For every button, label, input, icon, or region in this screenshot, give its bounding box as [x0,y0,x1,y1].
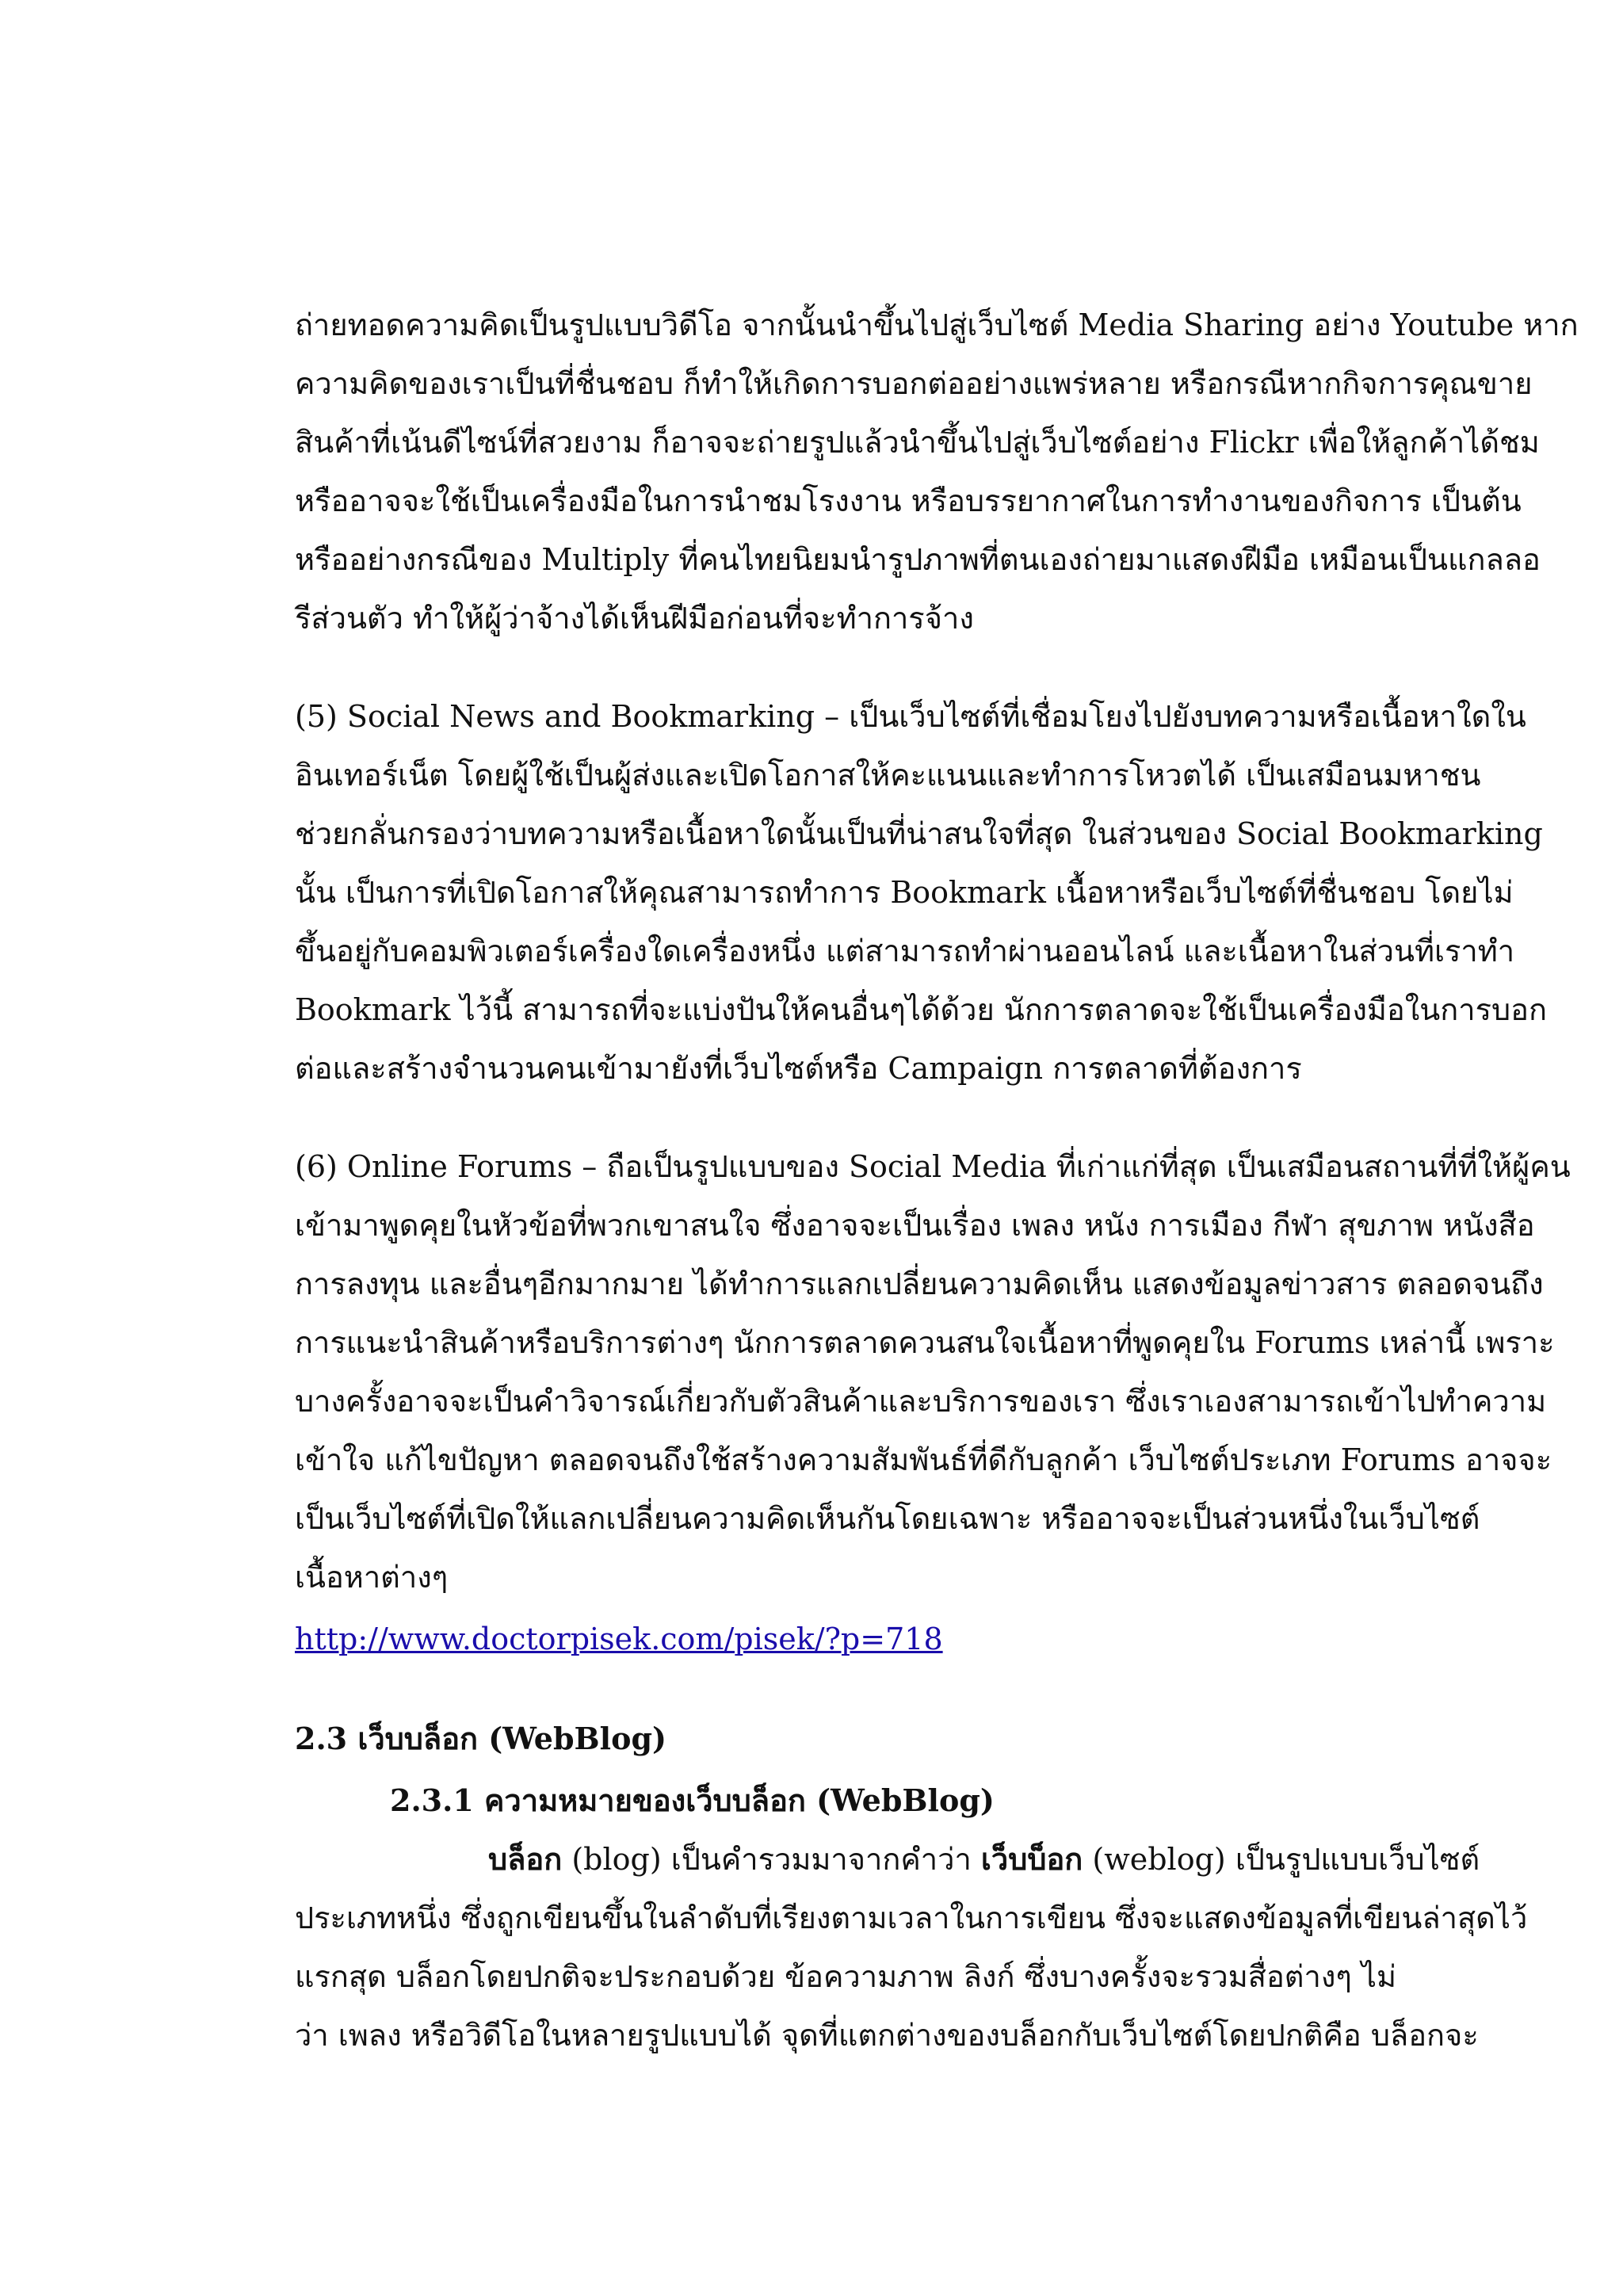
text-line: แรกสุด บล็อกโดยปกติจะประกอบด้วย ข้อความภาพ ลิงก์ ซึ่งบางครั้งจะรวมสื่อต่างๆ ไม่ [295,1959,1397,1994]
definition-text: (weblog) เป็นรูปแบบเว็บไซต์ [1083,1842,1480,1877]
text-line: หรืออาจจะใช้เป็นเครื่องมือในการนำชมโรงงาน หรือบรรยากาศในการทำงานของกิจการ เป็นต้น [295,483,1522,518]
text-line: เนื้อหาต่างๆ [295,1560,449,1595]
text-line: (6) Online Forums – ถือเป็นรูปแบบของ Social Media ที่เก่าแก่ที่สุด เป็นเสมือนสถานที่ที่ให้ผู้คน [295,1149,1571,1184]
text-line: นั้น เป็นการที่เปิดโอกาสให้คุณสามารถทำการ Bookmark เนื้อหาหรือเว็บไซต์ที่ชื่นชอบ โดยไม่ [295,875,1514,910]
definition-first-line [488,1840,1480,1878]
text-line: หรืออย่างกรณีของ Multiply ที่คนไทยนิยมนำรูปภาพที่ตนเองถ่ายมาแสดงฝีมือ เหมือนเป็นแกลลอ [295,542,1541,577]
text-line: สินค้าที่เน้นดีไซน์ที่สวยงาม ก็อาจจะถ่ายรูปแล้วนำขึ้นไปสู่เว็บไซต์อย่าง Flickr เพื่อให้ลูกค้าได้ชม [295,425,1540,460]
term-blog: บล็อก [488,1841,563,1877]
definition-text: (blog) เป็นคำรวมมาจากคำว่า [562,1842,981,1877]
text-line: ความคิดของเราเป็นที่ชื่นชอบ ก็ทำให้เกิดการบอกต่ออย่างแพร่หลาย หรือกรณีหากกิจการคุณขาย [295,366,1533,401]
text-line: เป็นเว็บไซต์ที่เปิดให้แลกเปลี่ยนความคิดเห็นกันโดยเฉพาะ หรืออาจจะเป็นส่วนหนึ่งในเว็บไซต์ [295,1501,1480,1536]
text-line: เข้ามาพูดคุยในหัวข้อที่พวกเขาสนใจ ซึ่งอาจจะเป็นเรื่อง เพลง หนัง การเมือง กีฬา สุขภาพ หนังสือ [295,1208,1535,1243]
text-line: บางครั้งอาจจะเป็นคำวิจารณ์เกี่ยวกับตัวสินค้าและบริการของเรา ซึ่งเราเองสามารถเข้าไปทำความ [295,1384,1547,1419]
text-line: รีส่วนตัว ทำให้ผู้ว่าจ้างได้เห็นฝีมือก่อนที่จะทำการจ้าง [295,601,974,636]
text-line: การแนะนำสินค้าหรือบริการต่างๆ นักการตลาดควนสนใจเนื้อหาที่พูดคุยใน Forums เหล่านี้ เพราะ [295,1325,1555,1360]
term-weblog: เว็บบ็อก [980,1841,1083,1877]
subsection-heading: 2.3.1 ความหมายของเว็บบล็อก (WebBlog) [390,1782,995,1818]
text-line: (5) Social News and Bookmarking – เป็นเว็บไซต์ที่เชื่อมโยงไปยังบทความหรือเนื้อหาใดใน [295,699,1526,734]
text-line: ต่อและสร้างจำนวนคนเข้ามายังที่เว็บไซต์หรือ Campaign การตลาดที่ต้องการ [295,1051,1302,1086]
text-line: Bookmark ไว้นี้ สามารถที่จะแบ่งปันให้คนอื่นๆได้ด้วย นักการตลาดจะใช้เป็นเครื่องมือในการบอก [295,992,1547,1027]
text-line: ขึ้นอยู่กับคอมพิวเตอร์เครื่องใดเครื่องหนึ่ง แต่สามารถทำผ่านออนไลน์ และเนื้อหาในส่วนที่เราทำ [295,934,1515,968]
source-link[interactable]: http://www.doctorpisek.com/pisek/?p=718 [295,1622,943,1656]
text-line: ว่า เพลง หรือวิดีโอในหลายรูปแบบได้ จุดที่แตกต่างของบล็อกกับเว็บไซต์โดยปกติคือ บล็อกจะ [295,2018,1479,2053]
text-line: ประเภทหนึ่ง ซึ่งถูกเขียนขึ้นในลำดับที่เรียงตามเวลาในการเขียน ซึ่งจะแสดงข้อมูลที่เขียนล่าสุดไว้ [295,1901,1528,1935]
text-line: อินเทอร์เน็ต โดยผู้ใช้เป็นผู้ส่งและเปิดโอกาสให้คะแนนและทำการโหวตได้ เป็นเสมือนมหาชน [295,758,1481,793]
text-line: เข้าใจ แก้ไขปัญหา ตลอดจนถึงใช้สร้างความสัมพันธ์ที่ดีกับลูกค้า เว็บไซต์ประเภท Forums อาจจะ [295,1442,1552,1477]
text-line: การลงทุน และอื่นๆอีกมากมาย ได้ทำการแลกเปลี่ยนความคิดเห็น แสดงข้อมูลข่าวสาร ตลอดจนถึง [295,1266,1544,1301]
section-heading: 2.3 เว็บบล็อก (WebBlog) [295,1721,667,1756]
text-line: ถ่ายทอดความคิดเป็นรูปแบบวิดีโอ จากนั้นนำขึ้นไปสู่เว็บไซต์ Media Sharing อย่าง Youtube หาก [295,308,1579,342]
text-line: ช่วยกลั่นกรองว่าบทความหรือเนื้อหาใดนั้นเป็นที่น่าสนใจที่สุด ในส่วนของ Social Bookmarking [295,816,1543,851]
